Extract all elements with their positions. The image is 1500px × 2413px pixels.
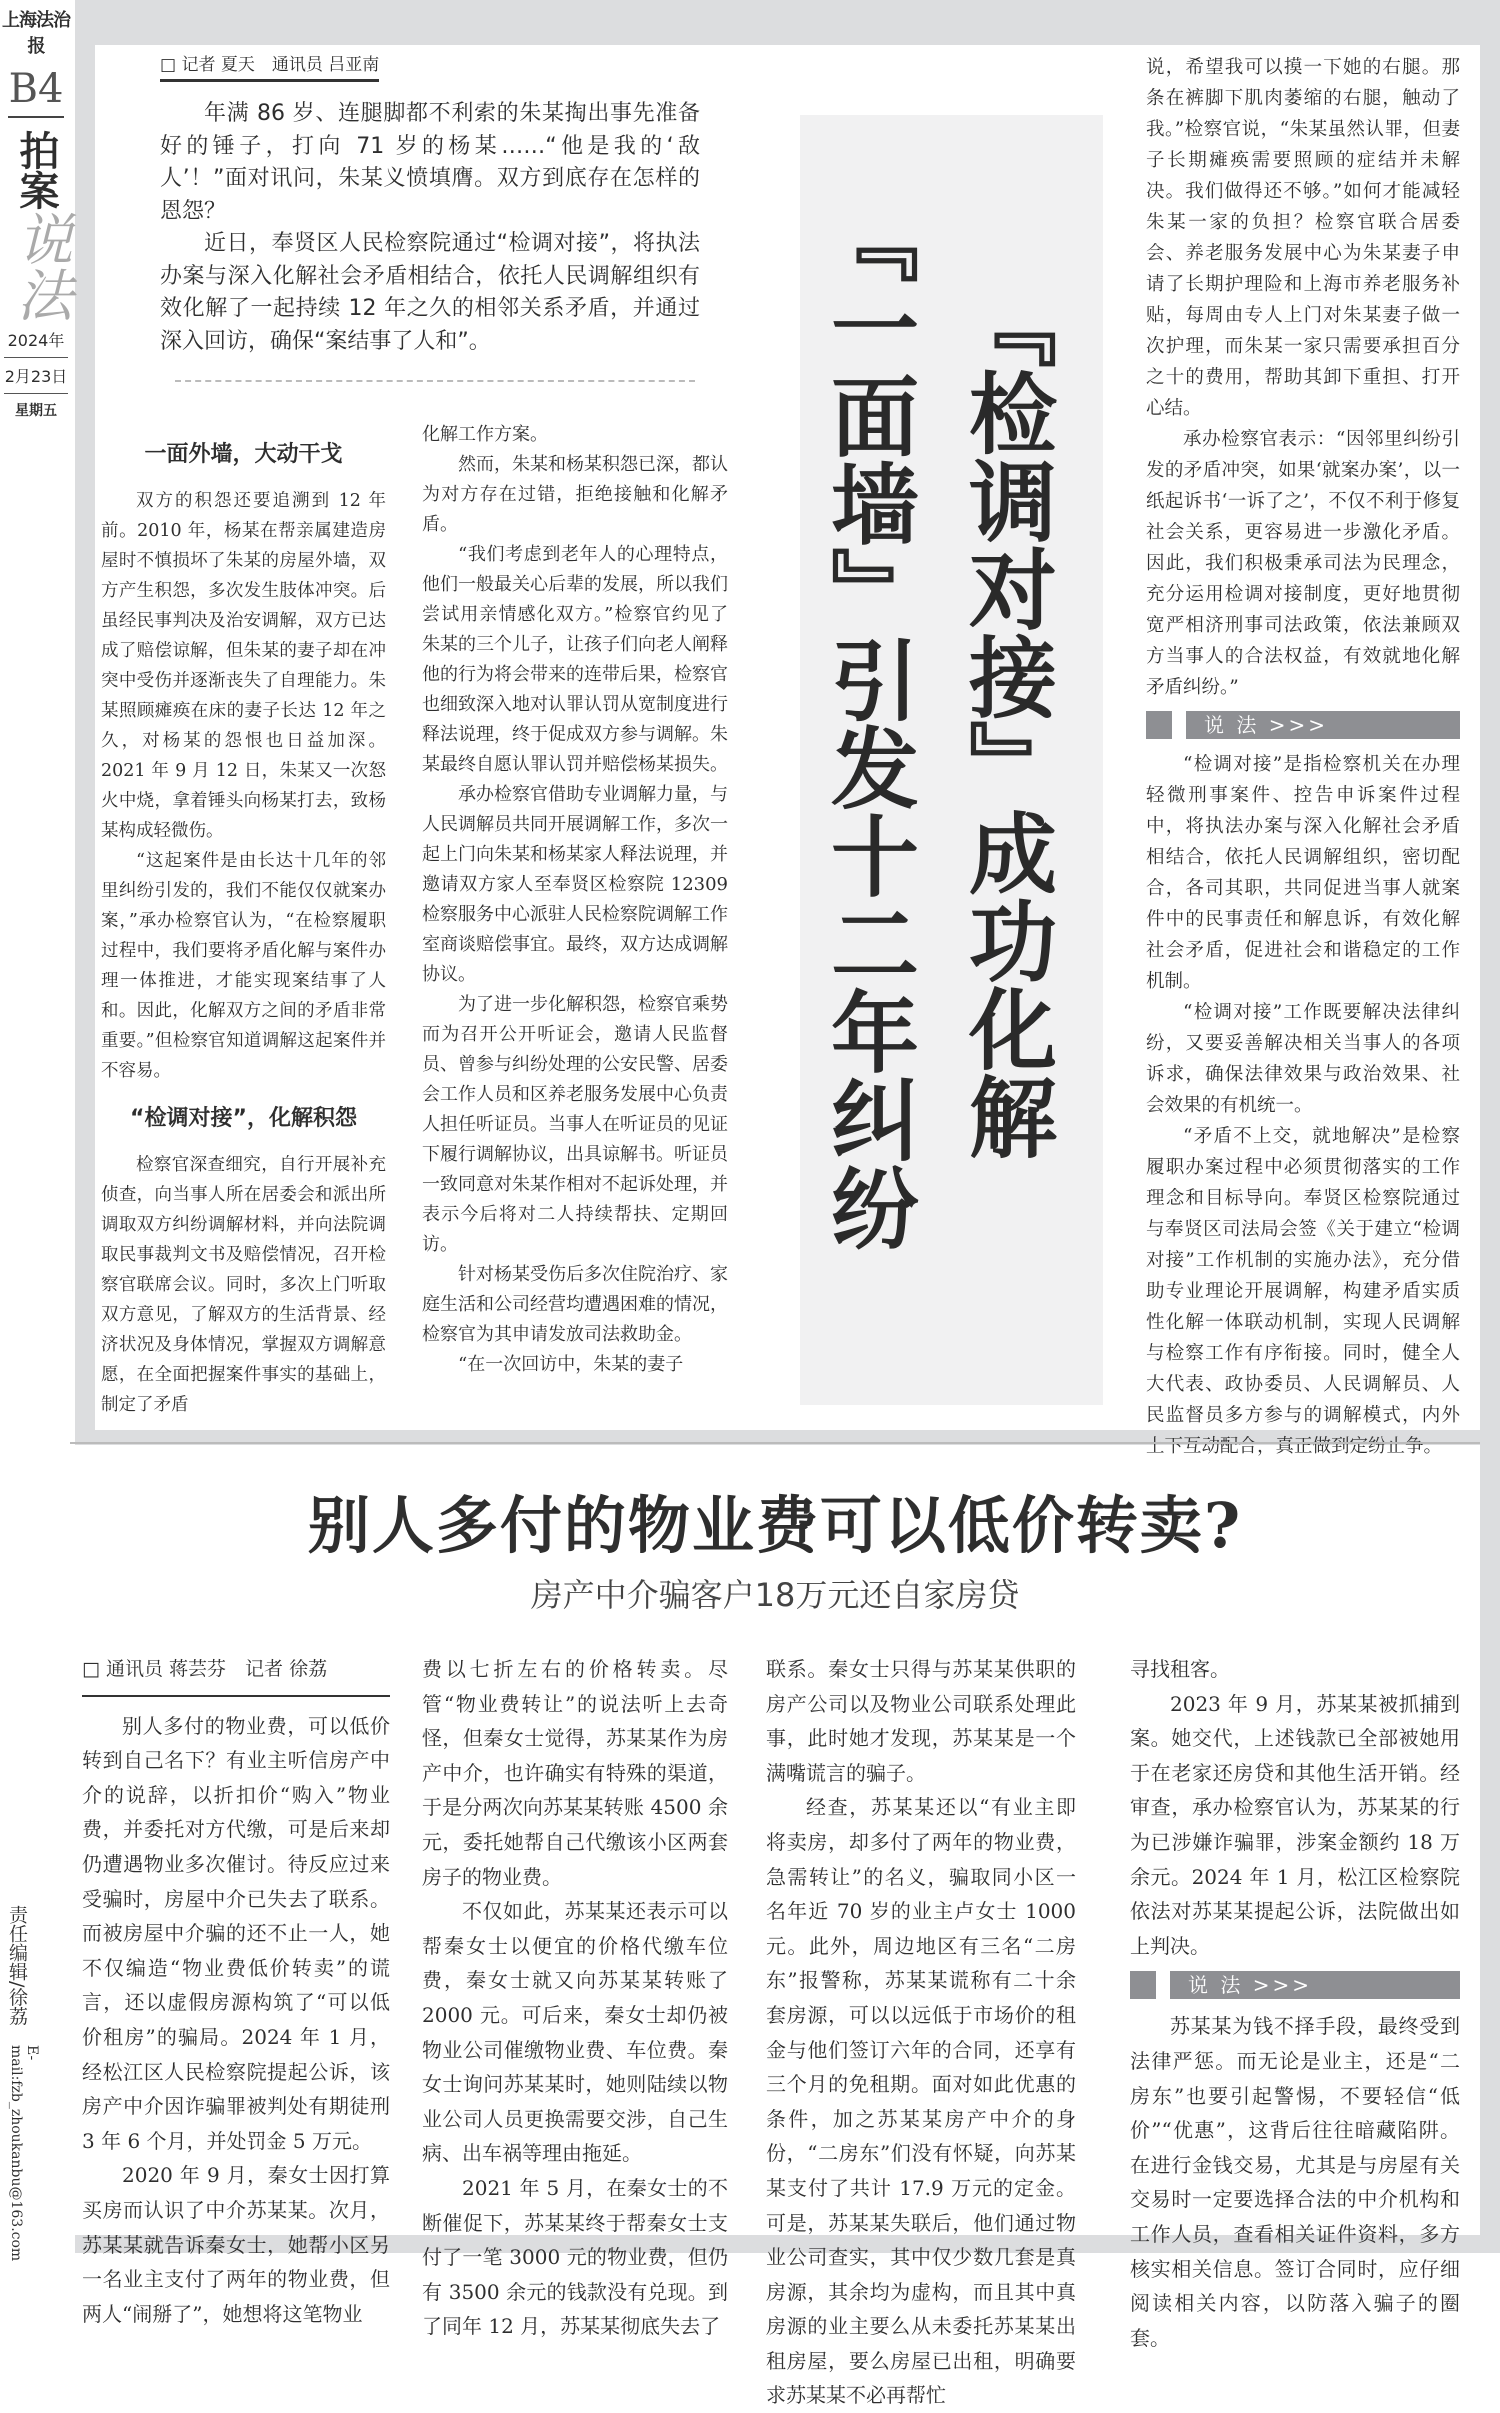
newspaper-logo: 上海法治报 [2, 10, 70, 57]
bottom-column-3 [766, 1652, 1076, 2413]
paragraph: “在一次回访中，朱某的妻子 [458, 1354, 684, 1375]
divider [175, 380, 695, 382]
paragraph: “这起案件是由长达十几年的邻里纠纷引发的，我们不能仅仅就案办案，”承办检察官认为，“在检察履职过程中，我们要将矛盾化解与案件办理一体推进，才能实现案结事了人和。因此，化解双方之间的矛盾非常重要。”但检察官知道调解这起案件并不容易。 [101, 851, 386, 1081]
headline-line-2: 『一面墙』引发十二年纠纷 [817, 195, 920, 1251]
paragraph: 检察官深查细究，自行开展补充侦查，向当事人所在居委会和派出所调取双方纠纷调解材料，并向法院调取民事裁判文书及赔偿情况，召开检察官联席会议。同时，多次上门听取双方意见，了解双方的生活背景、经济状况及身体情况，掌握双方调解意愿，在全面把握案件事实的基础上，制定了矛盾 [101, 1155, 386, 1415]
bottom-column-4 [1130, 1652, 1460, 2355]
issue-weekday: 星期五 [15, 403, 57, 419]
banner-square [1130, 1971, 1156, 1999]
paragraph: 针对杨某受伤后多次住院治疗、家庭生活和公司经营均遭遇困难的情况，检察官为其申请发放司法救助金。 [422, 1264, 728, 1345]
commentary-banner [1130, 1971, 1460, 1999]
paragraph: 2023 年 9 月，苏某某被抓捕到案。她交代，上述钱款已全部被她用于在老家还房贷和其他生活开销。经审查，承办检察官认为，苏某某的行为已涉嫌诈骗罪，涉案金额约 18 万余元。2024 年 1 月，松江区检察院依法对苏某某提起公诉，法院做出如上判决。 [1130, 1691, 1460, 1958]
commentary-paragraph: “检调对接”工作既要解决法律纠纷，又要妥善解决相关当事人的各项诉求，确保法律效果与政治效果、社会效果的有机统一。 [1146, 1002, 1460, 1116]
headline-line-1: 『检调对接』成功化解 [955, 280, 1058, 1160]
paragraph: “我们考虑到老年人的心理特点，他们一般最关心后辈的发展，所以我们尝试用亲情感化双方。”检察官约见了朱某的三个儿子，让孩子们向老人阐释他的行为将会带来的连带后果，检察官也细致深入地对认罪认罚从宽制度进行释法说理，终于促成双方参与调解。朱某最终自愿认罪认罚并赔偿杨某损失。 [422, 544, 728, 775]
commentary-label: 说 法 >>> [1170, 1971, 1460, 1999]
paragraph: 承办检察官借助专业调解力量，与人民调解员共同开展调解工作，多次一起上门向朱某和杨某家人释法说理，并邀请双方家人至奉贤区检察院 12309 检察服务中心派驻人民检察院调解工作室商谈赔偿事宜。最终，双方达成调解协议。 [422, 784, 728, 985]
top-column-3 [1146, 52, 1460, 1462]
subheading: 一面外墙，大动干戈 [144, 442, 343, 467]
commentary-paragraph: “检调对接”是指检察机关在办理轻微刑事案件、控告申诉案件过程中，将执法办案与深入化解社会矛盾相结合，依托人民调解组织，密切配合，各司其职，共同促进当事人就案件中的民事责任和解息诉，有效化解社会矛盾，促进社会和谐稳定的工作机制。 [1146, 754, 1460, 992]
issue-day: 2月23日 [4, 358, 68, 394]
top-column-1 [101, 440, 386, 1420]
banner-square [1146, 711, 1172, 739]
top-lead [160, 98, 700, 358]
bottom-subheadline: 房产中介骗客户18万元还自家房贷 [530, 1576, 1020, 1614]
subheading: “检调对接”，化解积怨 [130, 1106, 357, 1131]
bottom-headline: 别人多付的物业费可以低价转卖? [307, 1489, 1243, 1562]
paragraph: 然而，朱某和杨某积怨已深，都认为对方存在过错，拒绝接触和化解矛盾。 [422, 454, 728, 535]
commentary-paragraph: 苏某某为钱不择手段，最终受到法律严惩。而无论是业主，还是“二房东”也要引起警惕，不要轻信“低价”“优惠”，这背后往往暗藏陷阱。在进行金钱交易，尤其是与房屋有关交易时一定要选择合法的中介机构和工作人员，查看相关证件资料，多方核实相关信息。签订合同时，应仔细阅读相关内容，以防落入骗子的圈套。 [1130, 2014, 1460, 2350]
top-column-2 [422, 420, 728, 1380]
paragraph: 经查，苏某某还以“有业主即将卖房，却多付了两年的物业费，急需转让”的名义，骗取同小区一名年近 70 岁的业主卢女士 1000 元。此外，周边地区有三名“二房东”报警称，苏某某谎称有二十余套房源，可以以远低于市场价的租金与他们签订六年的合同，还享有三个月的免租期。面对如此优惠的条件，加之苏某某房产中介的身份，“二房东”们没有怀疑，向苏某某支付了共计 17.9 万元的定金。可是，苏某某失联后，他们通过物业公司查实，其中仅少数几套是真房源，其余均为虚构，而且其中真房源的业主要么从未委托苏某某出租房屋，要么房屋已出租，明确要求苏某某不必再帮忙 [766, 1795, 1076, 2408]
paragraph: 费以七折左右的价格转卖。尽管“物业费转让”的说法听上去奇怪，但秦女士觉得，苏某某作为房产中介，也许确实有特殊的渠道，于是分两次向苏某某转账 4500 余元，委托她帮自己代缴该小区两套房子的物业费。 [422, 1657, 728, 1889]
paragraph: 为了进一步化解积怨，检察官乘势而为召开公开听证会，邀请人民监督员、曾参与纠纷处理的公安民警、居委会工作人员和区养老服务发展中心负责人担任听证员。当事人在听证员的见证下履行调解协议，出具谅解书。听证员一致同意对朱某作相对不起诉处理，并表示今后将对二人持续帮扶、定期回访。 [422, 994, 728, 1255]
issue-date [0, 322, 72, 426]
lead-paragraph: 年满 86 岁、连腿脚都不利索的朱某掏出事先准备好的锤子，打向 71 岁的杨某……“他是我的‘敌人’！”面对讯问，朱某义愤填膺。双方到底存在怎样的恩怨？ [160, 101, 700, 224]
section-title-top: 拍案 [13, 130, 59, 210]
commentary-paragraph: “矛盾不上交，就地解决”是检察履职办案过程中必须贯彻落实的工作理念和目标导向。奉贤区检察院通过与奉贤区司法局会签《关于建立“检调对接”工作机制的实施办法》，充分借助专业理论开展调解，构建矛盾实质性化解一体联动机制，实现人民调解与检察工作有序衔接。同时，健全人大代表、政协委员、人民调解员、人民监督员多方参与的调解模式，内外上下互动配合，真正做到定纷止争。 [1146, 1126, 1460, 1457]
paragraph: 别人多付的物业费，可以低价转到自己名下？有业主听信房产中介的说辞，以折扣价“购入”物业费，并委托对方代缴，可是后来却仍遭遇物业多次催讨。待反应过来受骗时，房屋中介已失去了联系。而被房屋中介骗的还不止一人，她不仅编造“物业费低价转卖”的谎言，还以虚假房源构筑了“可以低价租房”的骗局。2024 年 1 月，经松江区人民检察院提起公诉，该房产中介因诈骗罪被判处有期徒刑 3 年 6 个月，并处罚金 5 万元。 [82, 1713, 390, 2153]
lead-paragraph: 近日，奉贤区人民检察院通过“检调对接”，将执法办案与深入化解社会矛盾相结合，依托人民调解组织有效化解了一起持续 12 年之久的相邻关系矛盾，并通过深入回访，确保“案结事了人和”。 [160, 231, 700, 354]
commentary-label: 说 法 >>> [1186, 711, 1460, 739]
paragraph: 2021 年 5 月，在秦女士的不断催促下，苏某某终于帮秦女士支付了一笔 3000 元的物业费，但仍有 3500 余元的钱款没有兑现。到了同年 12 月，苏某某彻底失去了 [422, 2175, 728, 2339]
paragraph: 承办检察官表示：“因邻里纠纷引发的矛盾冲突，如果‘就案办案’，以一纸起诉书‘一诉了之’，不仅不利于修复社会关系，更容易进一步激化矛盾。因此，我们积极秉承司法为民理念，充分运用检调对接制度，更好地贯彻宽严相济刑事司法政策，依法兼顾双方当事人的合法权益，有效就地化解矛盾纠纷。” [1146, 429, 1460, 698]
bottom-byline: □ 通讯员 蒋芸芬 记者 徐荔 [82, 1652, 390, 1697]
bottom-column-2 [422, 1652, 728, 2344]
page-number: B4 [8, 66, 64, 118]
editor-email: E-mail:fzb_zhoukanbu@163.com [8, 2045, 40, 2262]
paragraph: 不仅如此，苏某某还表示可以帮秦女士以便宜的价格代缴车位费，秦女士就又向苏某某转账了 2000 元。可后来，秦女士却仍被物业公司催缴物业费、车位费。秦女士询问苏某某时，她则陆续以物业公司人员更换需要交涉，自己生病、出车祸等理由拖延。 [422, 1899, 728, 2166]
editor-credit: 责任编辑/徐荔 [6, 1905, 28, 2026]
issue-year: 2024年 [4, 322, 68, 358]
paragraph: 双方的积怨还要追溯到 12 年前。2010 年，杨某在帮亲属建造房屋时不慎损坏了朱某的房屋外墙，双方产生积怨，多次发生肢体冲突。后虽经民事判决及治安调解，双方已达成了赔偿谅解，但朱某的妻子却在冲突中受伤并逐渐丧失了自理能力。朱某照顾瘫痪在床的妻子长达 12 年之久，对杨某的怨恨也日益加深。2021 年 9 月 12 日，朱某又一次怒火中烧，拿着锤头向杨某打去，致杨某构成轻微伤。 [101, 491, 386, 841]
paragraph: 说，希望我可以摸一下她的右腿。那条在裤脚下肌肉萎缩的右腿，触动了我。”检察官说，“朱某虽然认罪，但妻子长期瘫痪需要照顾的症结并未解决。我们做得还不够。”如何才能减轻朱某一家的负担？检察官联合居委会、养老服务发展中心为朱某妻子申请了长期护理险和上海市养老服务补贴，每周由专人上门对朱某妻子做一次护理，而朱某一家只需要承担百分之十的费用，帮助其卸下重担、打开心结。 [1146, 57, 1460, 419]
commentary-banner [1146, 711, 1460, 739]
bottom-column-1 [82, 1652, 390, 2331]
paragraph: 2020 年 9 月，秦女士因打算买房而认识了中介苏某某。次月，苏某某就告诉秦女士，她帮小区另一名业主支付了两年的物业费，但两人“闹掰了”，她想将这笔物业 [82, 2163, 390, 2326]
section-title-bottom: 说法 [8, 210, 73, 322]
paragraph: 寻找租客。 [1130, 1657, 1230, 1681]
article-separator [70, 1442, 1480, 1444]
top-byline: □ 记者 夏天 通讯员 吕亚南 [160, 50, 379, 82]
paragraph: 化解工作方案。 [422, 424, 548, 445]
paragraph: 联系。秦女士只得与苏某某供职的房产公司以及物业公司联系处理此事，此时她才发现，苏某某是一个满嘴谎言的骗子。 [766, 1657, 1076, 1785]
